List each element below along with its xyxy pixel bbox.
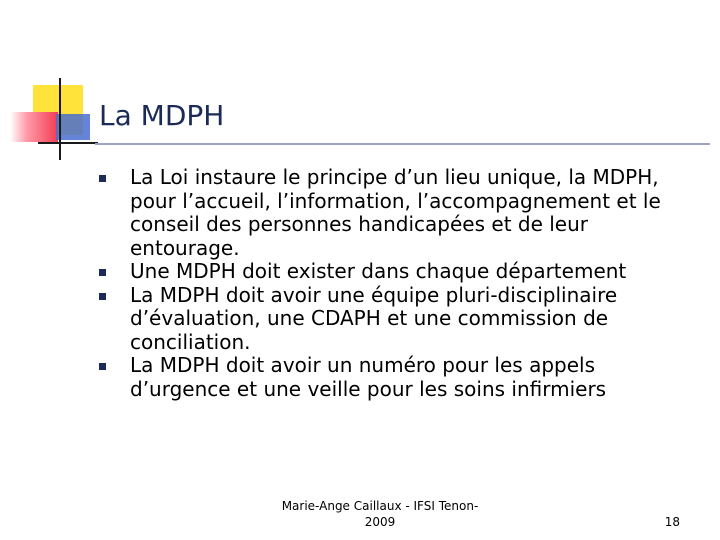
bullet-item [95, 166, 695, 260]
slide-title: La MDPH [99, 99, 225, 132]
bullet-item [95, 260, 695, 284]
title-decoration-vertical-line [59, 78, 61, 160]
square-bullet-icon [99, 269, 106, 276]
footer-year: 2009 [364, 515, 396, 529]
bullet-text: La Loi instaure le principe d’un lieu unique, la MDPH, pour l’accueil, l’information, l’accompagnement et le conseil des personnes handicapées et de leur entourage. [130, 165, 661, 260]
square-bullet-icon [99, 363, 106, 370]
footer [265, 498, 495, 530]
square-bullet-icon [99, 175, 106, 182]
title-decoration-blue-square [56, 114, 90, 140]
bullet-item [95, 284, 695, 355]
bullet-item [95, 354, 695, 401]
bullet-text: Une MDPH doit exister dans chaque département [130, 259, 627, 283]
square-bullet-icon [99, 293, 106, 300]
bullet-list [95, 166, 695, 401]
title-decoration-horizontal-line [38, 142, 98, 144]
bullet-text: La MDPH doit avoir une équipe pluri-disciplinaire d’évaluation, une CDAPH et une commission de conciliation. [130, 282, 618, 354]
title-decoration-red-gradient [10, 112, 58, 142]
bullet-text: La MDPH doit avoir un numéro pour les appels d’urgence et une veille pour les soins infirmiers [130, 353, 607, 401]
page-number: 18 [664, 515, 680, 529]
title-underline [95, 143, 710, 145]
footer-author: Marie-Ange Caillaux - IFSI Tenon- [281, 499, 479, 513]
